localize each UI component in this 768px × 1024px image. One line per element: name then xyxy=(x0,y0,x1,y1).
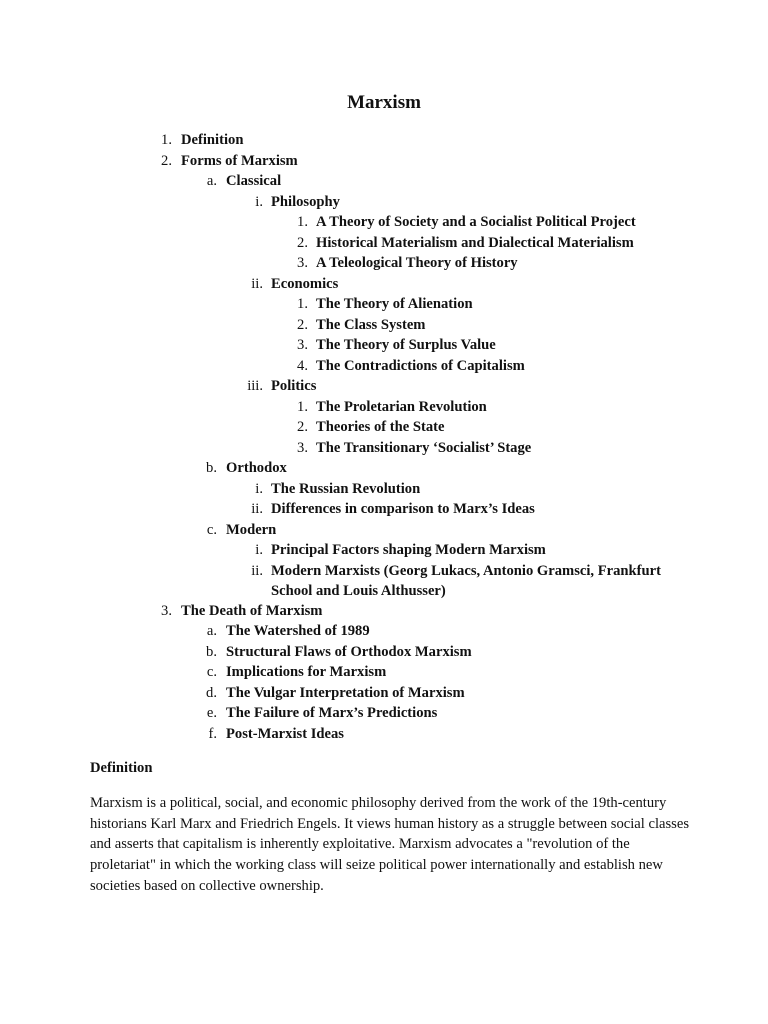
outline-item xyxy=(0,601,768,622)
outline-item-marker: 3. xyxy=(297,337,308,353)
outline-item xyxy=(0,130,768,151)
outline-item-label: Modern Marxists (Georg Lukacs, Antonio Gramsci, Frankfurt School and Louis Althusser) xyxy=(271,562,661,599)
outline-item-label: The Vulgar Interpretation of Marxism xyxy=(226,684,465,701)
outline-item-label: The Class System xyxy=(316,316,426,333)
outline-item xyxy=(0,253,768,274)
outline-item-label: Forms of Marxism xyxy=(181,152,298,169)
outline-item xyxy=(0,479,768,500)
outline-item-marker: i. xyxy=(255,542,263,558)
outline-item-label: Historical Materialism and Dialectical Materialism xyxy=(316,234,634,251)
outline-item xyxy=(0,274,768,295)
outline-item-marker: 1. xyxy=(297,398,308,415)
document-title: Marxism xyxy=(347,92,421,113)
outline-item-marker: a. xyxy=(206,623,217,639)
outline-item xyxy=(0,561,768,601)
outline-item xyxy=(0,438,768,459)
outline-item-label: A Teleological Theory of History xyxy=(316,255,518,271)
outline-item-label: Orthodox xyxy=(226,460,287,476)
outline-item-marker: 3. xyxy=(297,439,308,456)
definition-heading: Definition xyxy=(90,760,153,776)
outline-item-marker: e. xyxy=(206,705,217,721)
outline-item xyxy=(0,662,768,683)
outline-item-label: The Death of Marxism xyxy=(181,602,323,619)
outline-item-marker: c. xyxy=(206,664,217,680)
outline-item-label: Implications for Marxism xyxy=(226,664,387,680)
outline-item-marker: i. xyxy=(255,480,263,497)
outline-item-label: Philosophy xyxy=(271,193,340,210)
outline-item xyxy=(0,417,768,438)
outline-item-marker: 1. xyxy=(297,296,308,312)
outline-item-label: The Proletarian Revolution xyxy=(316,398,487,415)
outline-item xyxy=(0,171,768,192)
outline-item-marker: 2. xyxy=(297,316,308,333)
outline-item-marker: 2. xyxy=(161,152,172,169)
outline-item-marker: ii. xyxy=(251,562,263,579)
outline-item-label: Definition xyxy=(181,132,244,148)
outline-item-label: Modern xyxy=(226,521,277,538)
outline-item-marker: c. xyxy=(206,521,217,538)
outline-item xyxy=(0,499,768,520)
outline-item-label: Economics xyxy=(271,275,339,292)
outline-item xyxy=(0,458,768,479)
outline-item-marker: 3. xyxy=(161,602,172,619)
table-of-contents xyxy=(0,130,768,744)
outline-item xyxy=(0,621,768,642)
outline-item xyxy=(0,233,768,254)
outline-item xyxy=(0,335,768,356)
outline-item-marker: 2. xyxy=(297,234,308,251)
outline-item-marker: iii. xyxy=(247,378,263,394)
outline-item-label: The Transitionary ‘Socialist’ Stage xyxy=(316,439,532,456)
outline-item-label: The Theory of Alienation xyxy=(316,296,473,312)
outline-item-label: Classical xyxy=(226,173,282,189)
outline-item-label: Differences in comparison to Marx’s Ideas xyxy=(271,501,535,517)
outline-item xyxy=(0,315,768,336)
outline-item xyxy=(0,520,768,541)
outline-item-label: The Failure of Marx’s Predictions xyxy=(226,705,438,721)
outline-item-label: Structural Flaws of Orthodox Marxism xyxy=(226,643,472,660)
outline-item-marker: 3. xyxy=(297,255,308,271)
outline-item-label: The Watershed of 1989 xyxy=(226,623,370,639)
outline-item-marker: 1. xyxy=(161,132,172,148)
outline-item xyxy=(0,540,768,561)
outline-item xyxy=(0,356,768,377)
outline-item-marker: a. xyxy=(206,173,217,189)
outline-item-label: Principal Factors shaping Modern Marxism xyxy=(271,542,546,558)
outline-item-marker: b. xyxy=(206,643,217,660)
outline-item xyxy=(0,683,768,704)
outline-item-marker: 4. xyxy=(297,357,308,374)
outline-item xyxy=(0,294,768,315)
outline-item-label: Politics xyxy=(271,378,317,394)
outline-item-marker: 2. xyxy=(297,419,308,435)
outline-item xyxy=(0,397,768,418)
outline-item-label: The Russian Revolution xyxy=(271,480,421,497)
outline-item-marker: i. xyxy=(255,193,263,210)
outline-item-label: Post-Marxist Ideas xyxy=(226,725,344,742)
outline-item-label: The Theory of Surplus Value xyxy=(316,337,496,353)
outline-item-marker: d. xyxy=(206,684,217,701)
outline-item xyxy=(0,192,768,213)
outline-item-marker: 1. xyxy=(297,214,308,230)
outline-item xyxy=(0,724,768,745)
outline-item-marker: ii. xyxy=(251,501,263,517)
outline-item xyxy=(0,212,768,233)
outline-item xyxy=(0,151,768,172)
outline-item xyxy=(0,642,768,663)
outline-item-label: The Contradictions of Capitalism xyxy=(316,357,525,374)
outline-item-marker: f. xyxy=(208,725,217,742)
outline-item-marker: b. xyxy=(206,460,217,476)
outline-item xyxy=(0,703,768,724)
outline-item-marker: ii. xyxy=(251,275,263,292)
definition-paragraph: Marxism is a political, social, and economic philosophy derived from the work of the 19th-century historians Karl Marx and Friedrich Engels. It views human history as a struggle between social classes and asserts that capitalism is inherently exploitative. Marxism advocates a "revolution of the proletariat" in which the working class will seize political power internationally and establish new societies based on collective ownership. xyxy=(90,795,690,894)
outline-item-label: A Theory of Society and a Socialist Political Project xyxy=(316,214,636,230)
outline-item xyxy=(0,376,768,397)
outline-item-label: Theories of the State xyxy=(316,419,445,435)
